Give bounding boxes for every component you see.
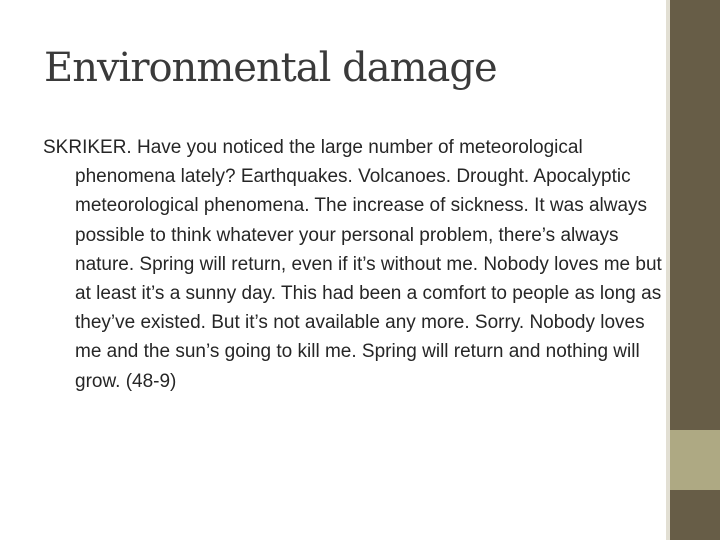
slide-title: Environmental damage: [44, 45, 497, 91]
side-accent-dark-bar-bottom: [670, 490, 720, 540]
slide-body-text: SKRIKER. Have you noticed the large number of meteorological phenomena lately? Earthquakes. Volcanoes. Drought. Apocalyptic meteorological phenomena. The increase of sickness. It was always possible to think whatever your personal problem, there’s always nature. Spring will return, even if it’s without me. Nobody loves me but at least it’s a sunny day. This had been a comfort to people as long as they’ve existed. But it’s not available any more. Sorry. Nobody loves me and the sun’s going to kill me. Spring will return and nothing will grow. (48-9): [43, 137, 662, 392]
side-accent-light-block: [670, 430, 720, 490]
side-accent-dark-bar: [670, 0, 720, 430]
